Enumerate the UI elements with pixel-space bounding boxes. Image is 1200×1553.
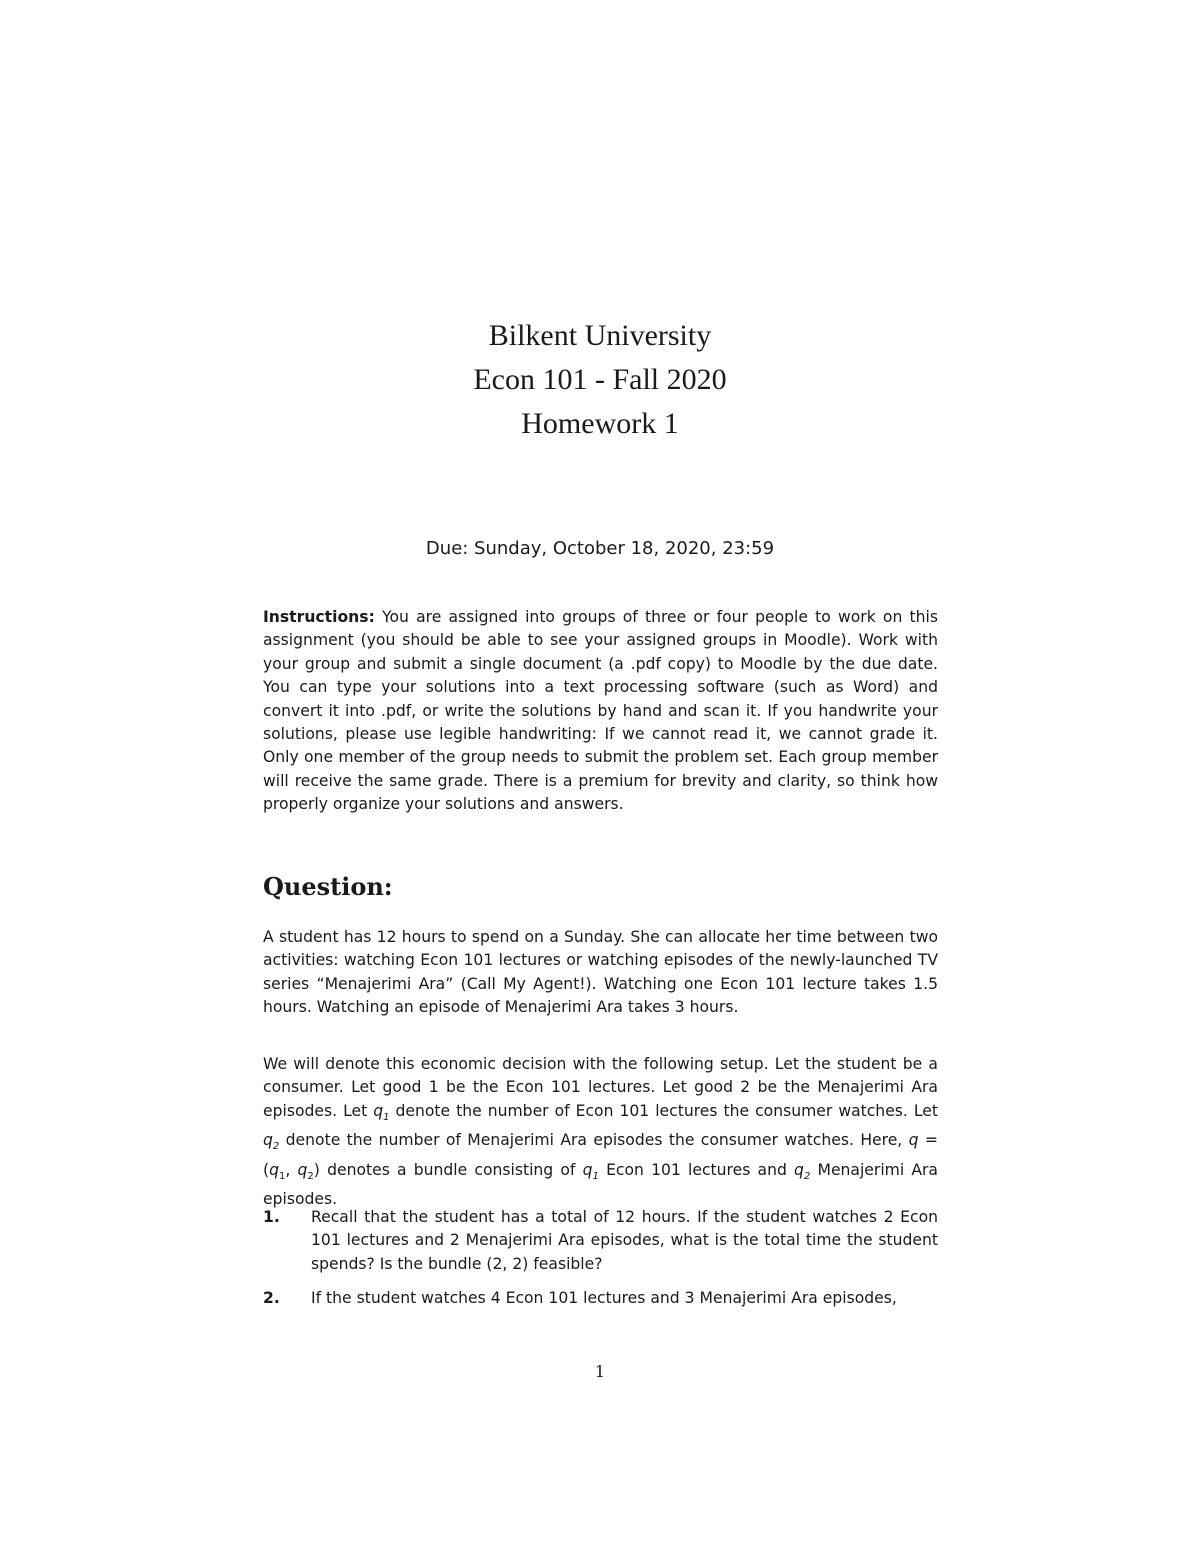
math-q2: $q_2$ [263,1131,280,1153]
instructions-label: Instructions: [263,608,375,626]
math-q1: $q_1$ [582,1160,599,1182]
math-bundle: $q = (q_1$, $q_2$) [263,1131,938,1182]
list-item-number: 1. [263,1208,280,1226]
question-heading: Question: [263,872,393,901]
math-q2: $q_2$ [794,1160,811,1182]
instructions-paragraph [263,606,938,817]
page-number: 1 [594,1362,606,1381]
list-item-text: If the student watches 4 Econ 101 lectures and 3 Menajerimi Ara episodes, [311,1289,897,1307]
list-item-text: Recall that the student has a total of 12 hours. If the student watches 2 Econ 101 lectures and 2 Menajerimi Ara episodes, what is the total time the student spends? Is the bundle (2, 2) feasible? [311,1208,938,1273]
university-title: Bilkent University [488,319,712,352]
question-paragraph-2: We will denote this economic decision with the following setup. Let the student be a consumer. Let good 1 be the Econ 101 lectures. Let good 2 be the Menajerimi Ara episodes. Let $q_1$ denote the number of Econ 101 lectures the consumer watches. Let $q_2$ denote the number of Menajerimi Ara episodes the consumer watches. Here, $q = (q_1$, $q_2$) denotes a bundle consisting of $q_1$ Econ 101 lectures and $q_2$ Menajerimi Ara episodes. [263,1055,938,1209]
title-block [0,314,1200,446]
list-item-number: 2. [263,1289,280,1307]
due-date: Due: Sunday, October 18, 2020, 23:59 [425,538,775,559]
course-title: Econ 101 - Fall 2020 [473,363,727,396]
math-q1: $q_1$ [373,1101,390,1123]
instructions-text: You are assigned into groups of three or four people to work on this assignment (you should be able to see your assigned groups in Moodle). Work with your group and submit a single document (a .pdf copy) to Moodle by the due date. You can type your solutions into a text processing software (such as Word) and convert it into .pdf, or write the solutions by hand and scan it. If you handwrite your solutions, please use legible handwriting: If we cannot read it, we cannot grade it. Only one member of the group needs to submit the problem set. Each group member will receive the same grade. There is a premium for brevity and clarity, so think how properly organize your solutions and answers. [263,608,938,814]
list-item [263,1206,938,1276]
list-item [263,1287,938,1310]
question-paragraph-1: A student has 12 hours to spend on a Sunday. She can allocate her time between two activities: watching Econ 101 lectures or watching episodes of the newly-launched TV series “Menajerimi Ara” (Call My Agent!). Watching one Econ 101 lecture takes 1.5 hours. Watching an episode of Menajerimi Ara takes 3 hours. [263,928,938,1017]
assignment-title: Homework 1 [521,407,679,440]
